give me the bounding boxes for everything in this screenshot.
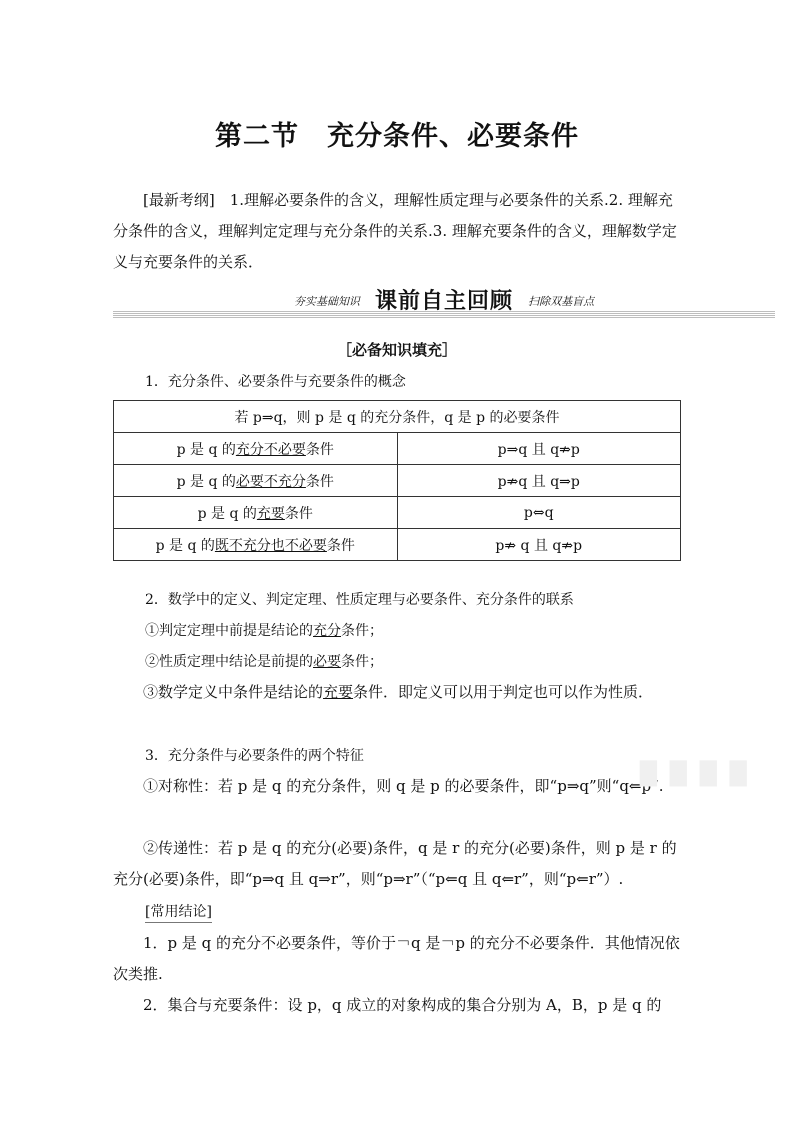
item2-line3: [113, 677, 681, 708]
table-row: [114, 465, 681, 497]
table-row: [114, 497, 681, 529]
item3-transitivity: ②传递性：若 p 是 q 的充分(必要)条件，q 是 r 的充分(必要)条件，则 p 是 r 的充分(必要)条件，即“p⇒q 且 q⇒r”，则“p⇒r”（“p⇐q 且 q⇐r”，则“p⇐r”）.: [113, 839, 677, 888]
cell-answer: 既不充分也不必要: [214, 537, 327, 554]
line-answer: 充分: [313, 623, 341, 639]
table-cell-right: p⇒q 且 q⇏p: [397, 433, 681, 465]
banner-left-text: 夯实基础知识: [293, 295, 360, 308]
item3-symmetry: ①对称性：若 p 是 q 的充分条件，则 q 是 p 的必要条件，即“p⇒q”则“q⇐p”.: [143, 777, 664, 795]
table-cell-left: [114, 433, 398, 465]
line-answer: 必要: [313, 654, 341, 670]
table-header-cell: 若 p⇒q，则 p 是 q 的充分条件，q 是 p 的必要条件: [114, 401, 681, 433]
cell-text: p 是 q 的: [155, 537, 215, 554]
section-heading: ［必备知识填充］: [336, 341, 457, 359]
watermark: █ █ █ █: [640, 762, 750, 787]
cell-text: p 是 q 的: [176, 473, 236, 490]
syllabus-paragraph: [最新考纲] 1.理解必要条件的含义，理解性质定理与必要条件的关系.2. 理解充分条件的含义，理解判定定理与充分条件的关系.3. 理解充要条件的含义，理解数学定义与充要条件的关系．: [113, 191, 677, 271]
page-title: 第二节 充分条件、必要条件: [215, 121, 579, 152]
line-text: ②性质定理中结论是前提的: [145, 654, 313, 670]
table-cell-left: [114, 529, 398, 561]
item3-title: 3．充分条件与必要条件的两个特征: [145, 748, 364, 764]
cell-text: p 是 q 的: [176, 441, 236, 458]
banner-right-text: 扫除双基盲点: [528, 295, 595, 308]
cell-text: 条件: [284, 505, 313, 522]
item2-line2: [145, 651, 383, 671]
table-cell-right: p⇏q 且 q⇒p: [397, 465, 681, 497]
table-row: [114, 529, 681, 561]
section-banner: [113, 284, 775, 322]
conclusion-1: 1．p 是 q 的充分不必要条件，等价于￢q 是￢p 的充分不必要条件．其他情况依次类推.: [113, 934, 680, 983]
table-cell-left: [114, 497, 398, 529]
item2-line1: [145, 620, 383, 640]
banner-title: 课前自主回顾: [374, 289, 513, 314]
common-conclusions-heading: [常用结论]: [145, 902, 212, 923]
table-row: [114, 433, 681, 465]
banner-row: [113, 284, 775, 315]
line-text: 条件．即定义可以用于判定也可以作为性质．: [353, 683, 654, 701]
table-header-row: [114, 401, 681, 433]
item2-title: 2．数学中的定义、判定定理、性质定理与必要条件、充分条件的联系: [145, 592, 574, 608]
line-text: ①判定定理中前提是结论的: [145, 623, 313, 639]
table-cell-right: p⇔q: [397, 497, 681, 529]
concept-table: [113, 400, 681, 561]
line-text: 条件；: [341, 654, 383, 670]
line-answer: 充要: [323, 683, 354, 701]
cell-answer: 充分不必要: [235, 441, 306, 458]
cell-answer: 必要不充分: [235, 473, 306, 490]
line-text: 条件；: [341, 623, 383, 639]
conclusion-2: 2．集合与充要条件：设 p，q 成立的对象构成的集合分别为 A，B，p 是 q 的: [143, 996, 662, 1014]
cell-text: p 是 q 的: [197, 505, 257, 522]
table-cell-right: p⇏ q 且 q⇏p: [397, 529, 681, 561]
cell-text: 条件: [305, 441, 334, 458]
cell-text: 条件: [305, 473, 334, 490]
cell-answer: 充要: [256, 505, 285, 522]
item1-title: 1．充分条件、必要条件与充要条件的概念: [145, 374, 406, 390]
table-cell-left: [114, 465, 398, 497]
line-text: ③数学定义中条件是结论的: [143, 683, 324, 701]
cell-text: 条件: [326, 537, 355, 554]
